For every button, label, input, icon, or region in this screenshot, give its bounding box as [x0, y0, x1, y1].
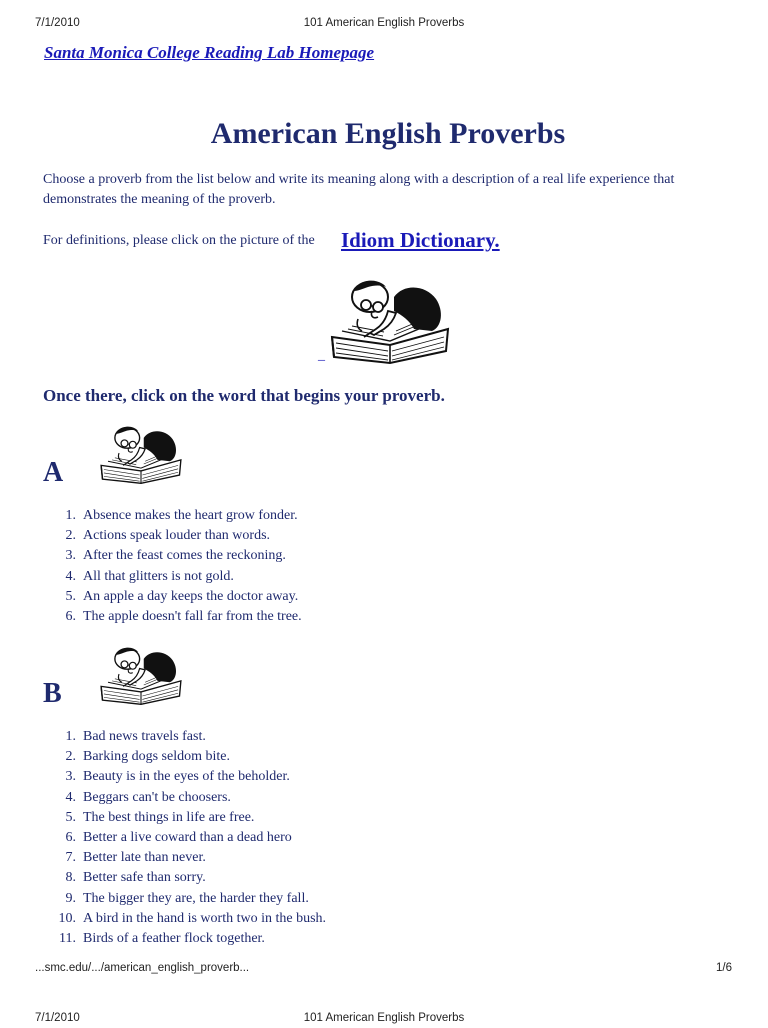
list-item — [55, 868, 326, 888]
list-item — [55, 747, 326, 767]
instruction-heading: Once there, click on the word that begins your proverb. — [43, 386, 445, 405]
proverb-text: The bigger they are, the harder they fall. — [83, 890, 309, 906]
man-reading-book-icon[interactable] — [98, 420, 184, 486]
list-item — [55, 808, 326, 828]
item-number: 11. — [59, 930, 76, 946]
item-number: 2. — [65, 749, 76, 765]
item-number: 2. — [65, 528, 76, 544]
list-item — [55, 546, 302, 566]
list-item — [55, 727, 326, 747]
proverb-text: Better late than never. — [83, 850, 206, 866]
list-item — [55, 506, 302, 526]
item-number: 5. — [65, 588, 76, 604]
item-number: 7. — [65, 850, 76, 866]
proverb-text: A bird in the hand is worth two in the bush. — [83, 910, 327, 926]
proverb-text: Barking dogs seldom bite. — [83, 749, 230, 765]
proverb-list-a — [55, 506, 302, 627]
proverb-text: Beauty is in the eyes of the beholder. — [83, 769, 290, 785]
list-item — [55, 788, 326, 808]
item-number: 4. — [65, 789, 76, 805]
section-letter-a: A — [43, 457, 64, 488]
item-number: 6. — [65, 829, 76, 845]
list-item — [55, 607, 302, 627]
print-title: 101 American English Proverbs — [303, 17, 465, 29]
proverb-text: Better a live coward than a dead hero — [83, 829, 292, 845]
list-item — [55, 587, 302, 607]
page-title: American English Proverbs — [210, 117, 566, 150]
item-number: 3. — [65, 548, 76, 564]
homepage-link[interactable]: Santa Monica College Reading Lab Homepage — [44, 43, 375, 62]
item-number: 1. — [65, 508, 76, 523]
list-item — [55, 848, 326, 868]
list-item — [55, 909, 326, 929]
item-number: 9. — [65, 890, 76, 906]
item-number: 5. — [65, 809, 76, 825]
proverb-text: An apple a day keeps the doctor away. — [83, 588, 299, 604]
list-item — [55, 889, 326, 909]
list-item — [55, 567, 302, 587]
proverb-text: Absence makes the heart grow fonder. — [83, 508, 298, 523]
list-item — [55, 526, 302, 546]
proverb-text: Bad news travels fast. — [83, 729, 206, 744]
section-letter-b: B — [43, 678, 62, 709]
print-url: ...smc.edu/.../american_english_proverb... — [35, 962, 250, 974]
proverb-text: The apple doesn't fall far from the tree. — [83, 608, 302, 624]
idiom-dictionary-link[interactable]: Idiom Dictionary. — [341, 228, 500, 252]
print-title: 101 American English Proverbs — [303, 1012, 465, 1024]
man-reading-book-icon[interactable] — [98, 641, 184, 707]
item-number: 10. — [58, 910, 76, 926]
item-number: 1. — [65, 729, 76, 744]
proverb-text: The best things in life are free. — [83, 809, 255, 825]
print-footer — [0, 962, 768, 978]
list-item — [55, 767, 326, 787]
underscore-link[interactable]: _ — [318, 348, 325, 363]
proverb-text: Birds of a feather flock together. — [83, 930, 265, 946]
print-date: 7/1/2010 — [35, 1012, 80, 1024]
print-header — [0, 17, 768, 33]
proverb-text: All that glitters is not gold. — [83, 568, 234, 584]
item-number: 3. — [65, 769, 76, 785]
proverb-text: Beggars can't be choosers. — [83, 789, 231, 805]
list-item — [55, 828, 326, 848]
item-number: 8. — [65, 870, 76, 886]
definitions-text: For definitions, please click on the picture of the — [43, 233, 315, 248]
proverb-text: Actions speak louder than words. — [83, 528, 271, 544]
intro-text: Choose a proverb from the list below and write its meaning along with a description of a real life experience that demonstrates the meaning of the proverb. — [43, 172, 675, 207]
proverb-text: After the feast comes the reckoning. — [83, 548, 286, 564]
item-number: 4. — [65, 568, 76, 584]
list-item — [55, 929, 326, 949]
man-reading-book-icon[interactable] — [328, 271, 452, 367]
next-page-header — [0, 1012, 768, 1028]
proverb-text: Better safe than sorry. — [83, 870, 206, 886]
print-page-number: 1/6 — [716, 962, 732, 974]
print-date: 7/1/2010 — [35, 17, 80, 29]
proverb-list-b — [55, 727, 326, 949]
item-number: 6. — [65, 608, 76, 624]
